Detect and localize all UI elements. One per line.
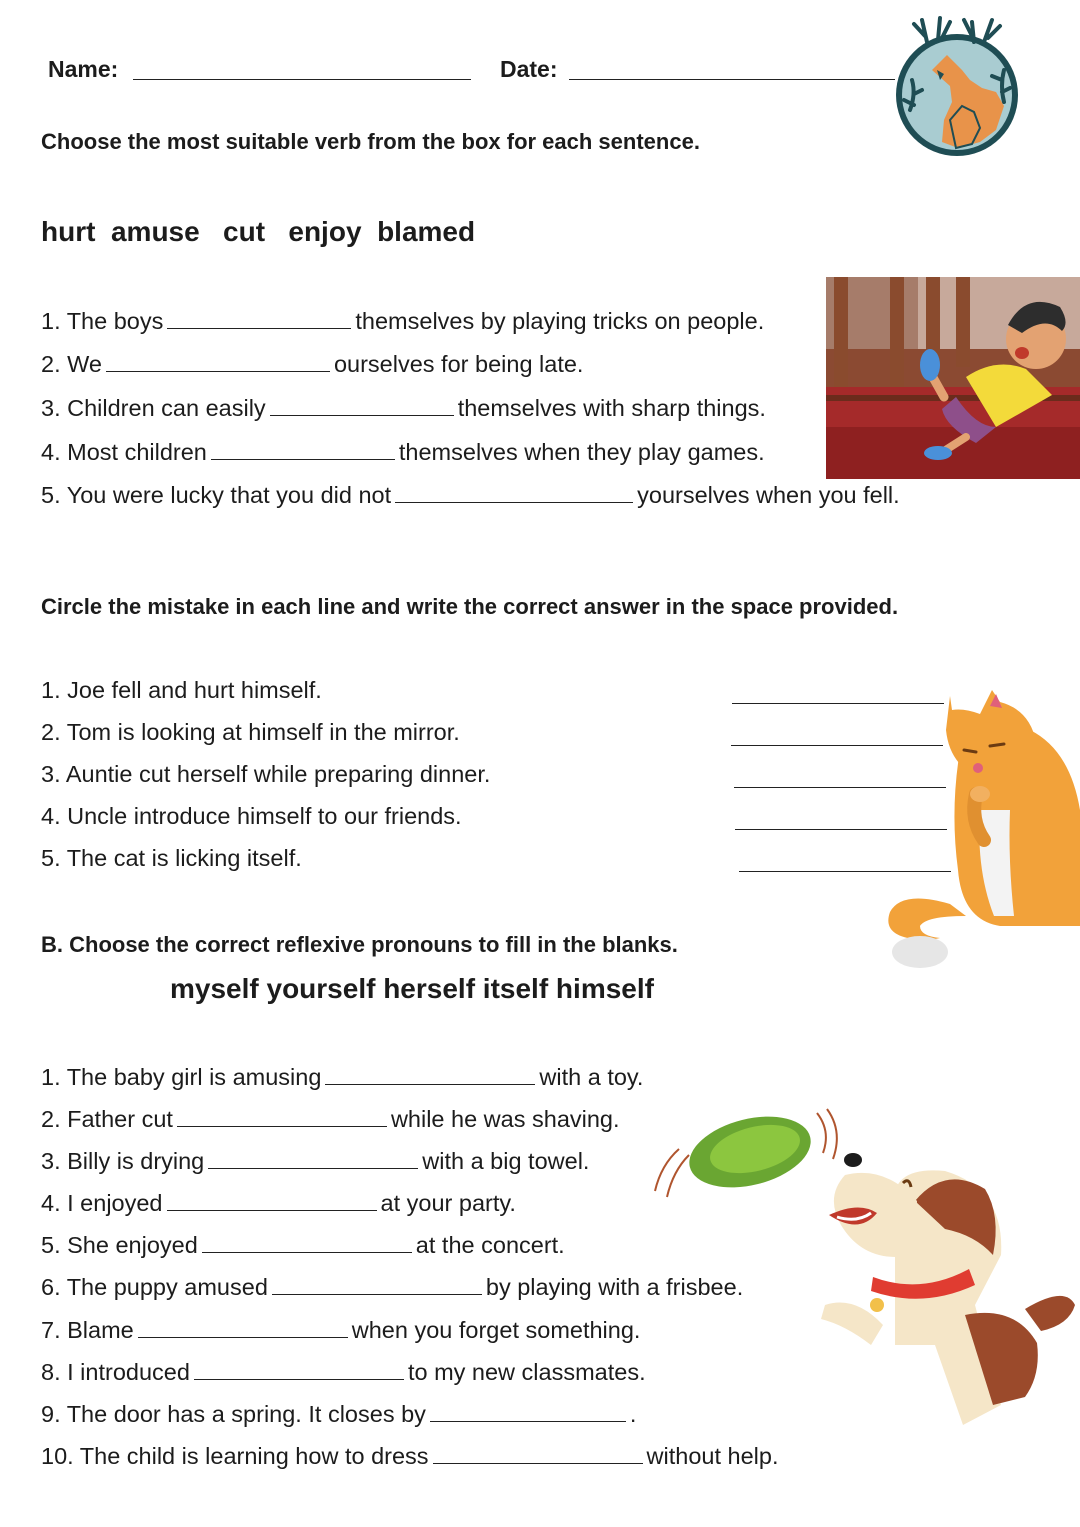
s1-blank-2[interactable]: [106, 351, 330, 372]
s3-sentence-5: 5. She enjoyed at the concert.: [41, 1232, 565, 1258]
s3-blank-2[interactable]: [177, 1106, 387, 1127]
s1-blank-1[interactable]: [167, 308, 351, 329]
name-field[interactable]: [133, 79, 471, 80]
s3-blank-1[interactable]: [325, 1064, 535, 1085]
s2-sentence-5[interactable]: 5. The cat is licking itself.: [41, 845, 302, 871]
s3-sentence-2: 2. Father cut while he was shaving.: [41, 1106, 620, 1132]
s3-blank-7[interactable]: [138, 1317, 348, 1338]
kangaroo-logo: [892, 10, 1022, 160]
name-label: Name:: [48, 56, 119, 82]
s1-blank-5[interactable]: [395, 482, 633, 503]
cat-illustration: [880, 690, 1080, 972]
s2-sentence-3[interactable]: 3. Auntie cut herself while preparing dinner.: [41, 761, 491, 787]
date-field[interactable]: [569, 79, 895, 80]
pronoun-word-bank: myself yourself herself itself himself: [170, 973, 654, 1004]
s2-sentence-1[interactable]: 1. Joe fell and hurt himself.: [41, 677, 322, 703]
s3-blank-8[interactable]: [194, 1359, 404, 1380]
s3-sentence-4: 4. I enjoyed at your party.: [41, 1190, 516, 1216]
s3-blank-6[interactable]: [272, 1274, 482, 1295]
s2-sentence-4[interactable]: 4. Uncle introduce himself to our friends.: [41, 803, 462, 829]
s1-sentence-3: 3. Children can easily themselves with sharp things.: [41, 395, 766, 421]
verb-word-bank: hurt amuse cut enjoy blamed: [41, 216, 476, 247]
s1-blank-4[interactable]: [211, 439, 395, 460]
s3-sentence-9: 9. The door has a spring. It closes by .: [41, 1401, 637, 1427]
s3-sentence-6: 6. The puppy amused by playing with a frisbee.: [41, 1274, 744, 1300]
s3-blank-3[interactable]: [208, 1148, 418, 1169]
s3-sentence-7: 7. Blame when you forget something.: [41, 1317, 641, 1343]
section2-instruction: Circle the mistake in each line and write the correct answer in the space provided.: [41, 594, 899, 619]
s3-sentence-10: 10. The child is learning how to dress without help.: [41, 1443, 779, 1469]
s3-blank-5[interactable]: [202, 1232, 412, 1253]
section1-instruction: Choose the most suitable verb from the box for each sentence.: [41, 129, 700, 154]
section3-instruction: B. Choose the correct reflexive pronouns to fill in the blanks.: [41, 932, 678, 957]
s2-sentence-2[interactable]: 2. Tom is looking at himself in the mirror.: [41, 719, 460, 745]
dog-frisbee-illustration: [645, 1105, 1080, 1445]
s1-blank-3[interactable]: [270, 395, 454, 416]
s3-sentence-1: 1. The baby girl is amusing with a toy.: [41, 1064, 644, 1090]
s3-blank-4[interactable]: [167, 1190, 377, 1211]
boy-falling-stairs-illustration: [826, 277, 1080, 479]
s1-sentence-4: 4. Most children themselves when they play games.: [41, 439, 765, 465]
s3-sentence-8: 8. I introduced to my new classmates.: [41, 1359, 646, 1385]
s3-blank-10[interactable]: [433, 1443, 643, 1464]
s3-sentence-3: 3. Billy is drying with a big towel.: [41, 1148, 590, 1174]
s1-sentence-5: 5. You were lucky that you did not yourselves when you fell.: [41, 482, 900, 508]
s1-sentence-1: 1. The boys themselves by playing tricks on people.: [41, 308, 765, 334]
s3-blank-9[interactable]: [430, 1401, 626, 1422]
date-label: Date:: [500, 56, 558, 82]
s1-sentence-2: 2. We ourselves for being late.: [41, 351, 584, 377]
